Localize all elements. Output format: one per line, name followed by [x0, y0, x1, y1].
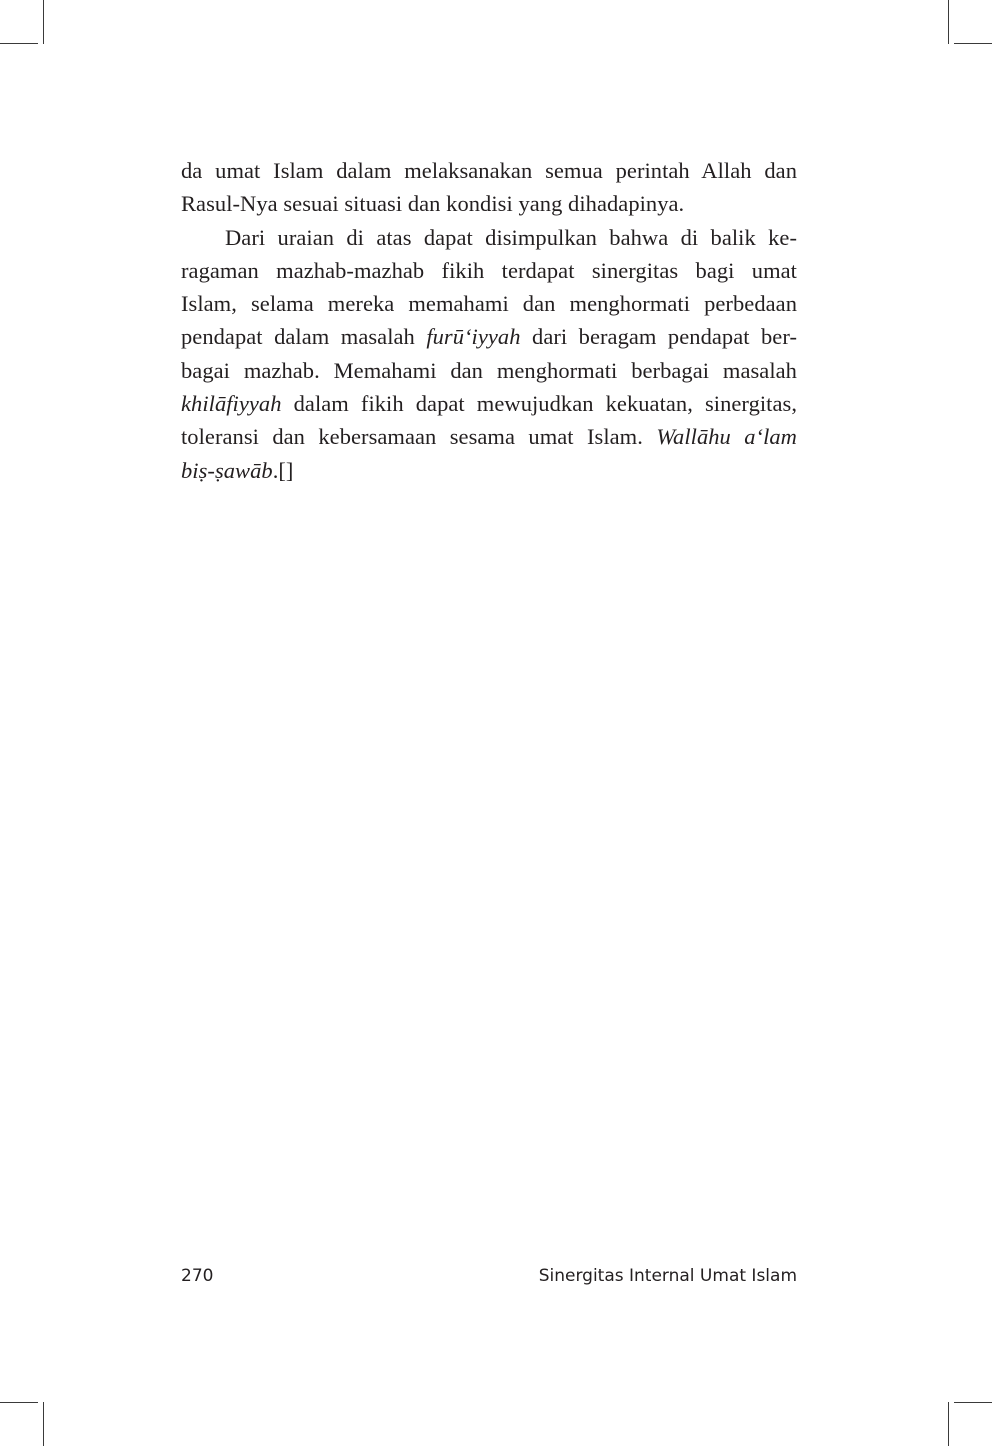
crop-mark-top-left-horizontal [0, 43, 38, 44]
body-line-9: toleransi dan kebersamaan sesama umat Islam. Wallāhu a‘lam [181, 424, 797, 450]
crop-mark-bottom-left-vertical [43, 1402, 44, 1446]
crop-mark-bottom-right-horizontal [954, 1402, 992, 1403]
italic-term: furū‘iyyah [426, 324, 521, 350]
body-line-2: Rasul-Nya sesuai situasi dan kondisi yang dihadapinya. [181, 191, 685, 217]
page-footer [181, 1266, 797, 1292]
body-line-6: pendapat dalam masalah furū‘iyyah dari beragam pendapat ber- [181, 324, 797, 350]
body-line-8: khilāfiyyah dalam fikih dapat mewujudkan kekuatan, sinergitas, [181, 391, 797, 417]
page-number: 270 [181, 1266, 214, 1286]
italic-term: khilāfiyyah [181, 391, 282, 417]
body-line-4: ragaman mazhab-mazhab fikih terdapat sinergitas bagi umat [181, 257, 797, 283]
crop-mark-bottom-left-horizontal [0, 1402, 38, 1403]
body-line-5: Islam, selama mereka memahami dan menghormati perbedaan [181, 291, 797, 317]
italic-term: biṣ-ṣawāb [181, 457, 273, 483]
crop-mark-top-left-vertical [43, 0, 44, 44]
body-text [181, 154, 797, 487]
running-title: Sinergitas Internal Umat Islam [538, 1266, 797, 1286]
crop-mark-bottom-right-vertical [948, 1402, 949, 1446]
body-line-7: bagai mazhab. Memahami dan menghormati berbagai masalah [181, 357, 797, 383]
body-line-10 [181, 454, 797, 487]
italic-term: Wallāhu a‘lam [656, 424, 797, 450]
paragraph-first-line: Dari uraian di atas dapat disimpulkan bahwa di balik ke- [225, 224, 797, 250]
crop-mark-top-right-horizontal [954, 43, 992, 44]
crop-mark-top-right-vertical [948, 0, 949, 44]
body-line-1: da umat Islam dalam melaksanakan semua perintah Allah dan [181, 158, 797, 183]
end-mark: .[] [272, 457, 294, 483]
